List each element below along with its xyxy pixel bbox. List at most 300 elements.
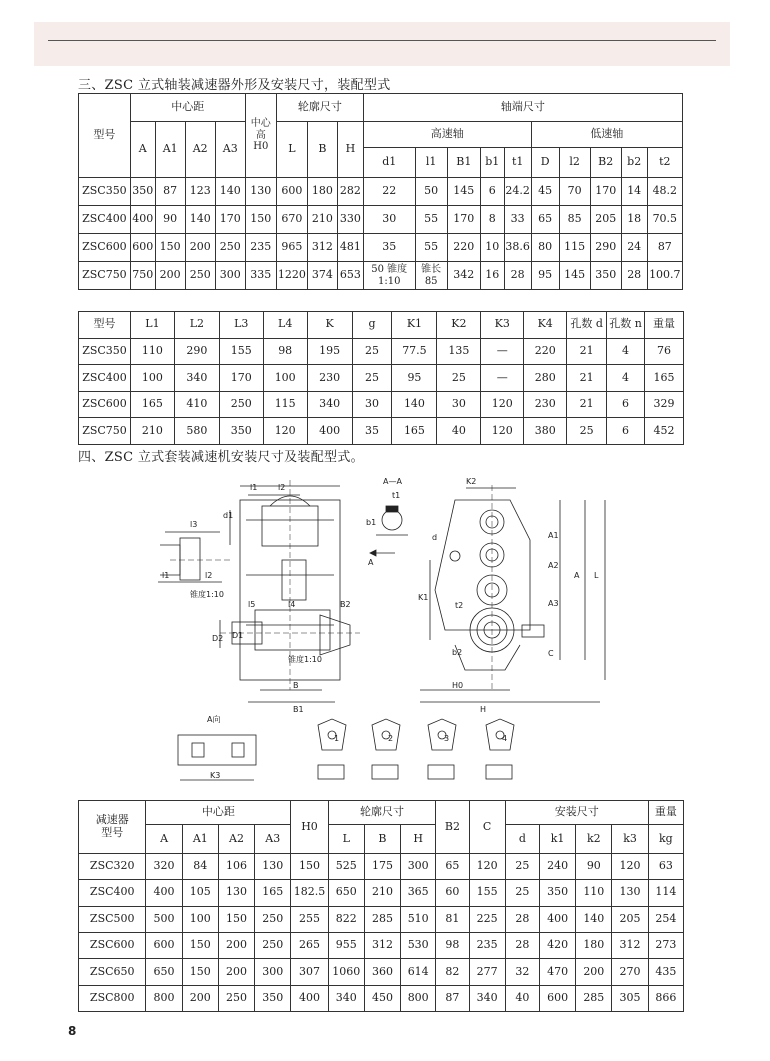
t3-cell: 265 bbox=[291, 932, 328, 958]
t1-cell: ZSC350 bbox=[79, 178, 131, 206]
t1-cell: 965 bbox=[276, 234, 307, 262]
t2-cell: 340 bbox=[307, 391, 352, 418]
t2-cell: 290 bbox=[174, 338, 219, 365]
label-taper-2: 锥度1:10 bbox=[288, 655, 322, 664]
t1-cell: 600 bbox=[276, 178, 307, 206]
center-height-header: 中心 高 H0 bbox=[245, 94, 276, 178]
t2-cell: ZSC750 bbox=[79, 418, 131, 445]
t3-col-k3: k3 bbox=[612, 825, 648, 853]
t3-cell: 120 bbox=[469, 853, 505, 879]
t3-cell: 300 bbox=[255, 959, 291, 985]
label-view-a: A向 bbox=[207, 715, 221, 724]
t3-cell: 140 bbox=[576, 906, 612, 932]
t3-row bbox=[79, 932, 684, 958]
t2-header-cell: 孔数 d bbox=[567, 312, 607, 339]
t1-cell: 1220 bbox=[276, 262, 307, 290]
t3-cell: 63 bbox=[648, 853, 683, 879]
t1-cell: 14 bbox=[621, 178, 647, 206]
t1-cell: 400 bbox=[130, 206, 155, 234]
t3-cell: 254 bbox=[648, 906, 683, 932]
t3-cell: 340 bbox=[328, 985, 364, 1011]
t3-cell: 420 bbox=[539, 932, 575, 958]
t3-cell: 200 bbox=[182, 985, 218, 1011]
t1-cell: 342 bbox=[447, 262, 480, 290]
t3-cell: 285 bbox=[364, 906, 400, 932]
t3-cell: 114 bbox=[648, 880, 683, 906]
t3-cell: 81 bbox=[436, 906, 469, 932]
t2-cell: ZSC600 bbox=[79, 391, 131, 418]
t1-cell: 70.5 bbox=[647, 206, 682, 234]
label-d1: d1 bbox=[223, 511, 234, 520]
col-l1: l1 bbox=[415, 148, 447, 178]
t2-cell: 135 bbox=[437, 338, 481, 365]
section-aa-circle bbox=[382, 510, 402, 530]
t3-cell: 130 bbox=[255, 853, 291, 879]
col-d1: d1 bbox=[363, 148, 415, 178]
col-L: L bbox=[276, 122, 307, 178]
view-arrow-icon bbox=[370, 550, 376, 556]
t2-header-cell: K2 bbox=[437, 312, 481, 339]
label-K2: K2 bbox=[466, 477, 477, 486]
t1-cell: 123 bbox=[185, 178, 215, 206]
t3-cell: 250 bbox=[218, 985, 254, 1011]
t3-cell: 800 bbox=[401, 985, 436, 1011]
t2-cell: 230 bbox=[524, 391, 567, 418]
label-K1: K1 bbox=[418, 593, 429, 602]
t1-cell: 300 bbox=[215, 262, 245, 290]
t1-cell: 335 bbox=[245, 262, 276, 290]
t1-cell: 38.6 bbox=[504, 234, 531, 262]
t3-cell: 800 bbox=[146, 985, 182, 1011]
t2-cell: 4 bbox=[607, 365, 645, 392]
t1-cell: 16 bbox=[480, 262, 504, 290]
t3-center-distance-header: 中心距 bbox=[146, 801, 291, 825]
t1-cell: 481 bbox=[337, 234, 363, 262]
label-H: H bbox=[480, 705, 487, 714]
label-b1: b1 bbox=[366, 518, 377, 527]
t1-cell: 18 bbox=[621, 206, 647, 234]
t2-header-cell: L1 bbox=[130, 312, 174, 339]
label-H0: H0 bbox=[452, 681, 464, 690]
t2-cell: 280 bbox=[524, 365, 567, 392]
t1-cell: 锥长 85 bbox=[415, 262, 447, 290]
t2-header-cell: 型号 bbox=[79, 312, 131, 339]
t3-cell: 614 bbox=[401, 959, 436, 985]
col-t2: t2 bbox=[647, 148, 682, 178]
t1-cell: 90 bbox=[155, 206, 185, 234]
t2-cell: 120 bbox=[263, 418, 307, 445]
t3-cell: 87 bbox=[436, 985, 469, 1011]
label-l1: l1 bbox=[162, 571, 170, 580]
t1-cell: 170 bbox=[447, 206, 480, 234]
t1-cell: 24.2 bbox=[504, 178, 531, 206]
assembly-variant-3 bbox=[428, 719, 456, 779]
label-d: d bbox=[432, 533, 438, 542]
t3-cell: ZSC650 bbox=[79, 959, 146, 985]
t3-cell: 84 bbox=[182, 853, 218, 879]
t2-cell: 21 bbox=[567, 338, 607, 365]
t3-cell: 400 bbox=[291, 985, 328, 1011]
label-top-l1: l1 bbox=[250, 483, 258, 492]
t3-c-header: C bbox=[469, 801, 505, 854]
t3-cell: 350 bbox=[539, 880, 575, 906]
t1-cell: 290 bbox=[590, 234, 621, 262]
label-asm-4: 4 bbox=[502, 734, 508, 743]
t1-cell: 10 bbox=[480, 234, 504, 262]
t3-cell: 955 bbox=[328, 932, 364, 958]
t1-cell: ZSC400 bbox=[79, 206, 131, 234]
section3-title: 三、ZSC 立式轴装减速器外形及安装尺寸，装配型式 bbox=[78, 78, 391, 93]
t3-cell: 60 bbox=[436, 880, 469, 906]
t3-cell: 40 bbox=[505, 985, 539, 1011]
t3-cell: 450 bbox=[364, 985, 400, 1011]
t2-cell: 452 bbox=[644, 418, 683, 445]
t2-cell: 6 bbox=[607, 418, 645, 445]
t1-cell: 8 bbox=[480, 206, 504, 234]
t3-cell: 240 bbox=[539, 853, 575, 879]
label-A2: A2 bbox=[548, 561, 559, 570]
t1-cell: 24 bbox=[621, 234, 647, 262]
t1-cell: 70 bbox=[559, 178, 590, 206]
t3-cell: 210 bbox=[364, 880, 400, 906]
col-b1: b1 bbox=[480, 148, 504, 178]
t2-header-cell: 重量 bbox=[644, 312, 683, 339]
t3-cell: ZSC400 bbox=[79, 880, 146, 906]
t2-cell: 230 bbox=[307, 365, 352, 392]
t3-outline-header: 轮廓尺寸 bbox=[328, 801, 436, 825]
col-B1: B1 bbox=[447, 148, 480, 178]
t1-cell: 145 bbox=[559, 262, 590, 290]
t3-cell: 28 bbox=[505, 932, 539, 958]
label-asm-3: 3 bbox=[444, 734, 450, 743]
t2-cell: 140 bbox=[392, 391, 437, 418]
t3-cell: 25 bbox=[505, 853, 539, 879]
t3-cell: 1060 bbox=[328, 959, 364, 985]
t3-cell: 650 bbox=[146, 959, 182, 985]
t3-cell: 200 bbox=[576, 959, 612, 985]
label-l5: l5 bbox=[248, 600, 256, 609]
t1-cell: 145 bbox=[447, 178, 480, 206]
t1-cell: 250 bbox=[215, 234, 245, 262]
t1-cell: 330 bbox=[337, 206, 363, 234]
t1-cell: 28 bbox=[621, 262, 647, 290]
t3-cell: 340 bbox=[469, 985, 505, 1011]
t1-cell: 600 bbox=[130, 234, 155, 262]
label-D2: D2 bbox=[212, 634, 224, 643]
t1-cell: 350 bbox=[590, 262, 621, 290]
t2-cell: 165 bbox=[644, 365, 683, 392]
label-l4: l4 bbox=[288, 600, 296, 609]
t2-header-cell: K1 bbox=[392, 312, 437, 339]
t1-cell: 210 bbox=[307, 206, 337, 234]
label-C: C bbox=[548, 649, 554, 658]
t2-header-cell: g bbox=[352, 312, 392, 339]
t1-cell: 200 bbox=[185, 234, 215, 262]
t3-cell: 435 bbox=[648, 959, 683, 985]
t3-cell: 106 bbox=[218, 853, 254, 879]
t2-header-cell: K3 bbox=[481, 312, 524, 339]
t3-cell: 500 bbox=[146, 906, 182, 932]
t1-cell: 28 bbox=[504, 262, 531, 290]
t2-cell: — bbox=[481, 365, 524, 392]
t2-cell: 165 bbox=[130, 391, 174, 418]
t2-cell: 30 bbox=[352, 391, 392, 418]
t3-cell: 110 bbox=[576, 880, 612, 906]
label-L: L bbox=[594, 571, 599, 580]
t1-cell: 48.2 bbox=[647, 178, 682, 206]
t1-cell: 55 bbox=[415, 206, 447, 234]
t2-cell: 6 bbox=[607, 391, 645, 418]
t2-cell: 95 bbox=[392, 365, 437, 392]
high-speed-header: 高速轴 bbox=[363, 122, 531, 148]
t2-cell: 400 bbox=[307, 418, 352, 445]
t2-cell: 120 bbox=[481, 391, 524, 418]
t1-cell: ZSC600 bbox=[79, 234, 131, 262]
assembly-variant-4 bbox=[486, 719, 514, 779]
t3-col-A: A bbox=[146, 825, 182, 853]
t3-col-A3: A3 bbox=[255, 825, 291, 853]
t3-cell: 530 bbox=[401, 932, 436, 958]
t3-cell: 200 bbox=[218, 959, 254, 985]
t3-cell: 277 bbox=[469, 959, 505, 985]
t3-cell: 400 bbox=[539, 906, 575, 932]
t3-cell: 205 bbox=[612, 906, 648, 932]
col-A3: A3 bbox=[215, 122, 245, 178]
t3-cell: 182.5 bbox=[291, 880, 328, 906]
label-arrow-a: A bbox=[368, 558, 374, 567]
t2-cell: ZSC400 bbox=[79, 365, 131, 392]
t1-cell: 235 bbox=[245, 234, 276, 262]
t1-cell: 22 bbox=[363, 178, 415, 206]
t3-cell: 300 bbox=[401, 853, 436, 879]
t3-cell: 120 bbox=[612, 853, 648, 879]
t1-cell: 35 bbox=[363, 234, 415, 262]
t3-cell: 130 bbox=[218, 880, 254, 906]
t1-cell: 87 bbox=[155, 178, 185, 206]
t2-cell: 40 bbox=[437, 418, 481, 445]
t3-row bbox=[79, 880, 684, 906]
t3-row bbox=[79, 959, 684, 985]
taper-sleeve bbox=[320, 615, 350, 655]
t1-cell: 220 bbox=[447, 234, 480, 262]
col-B: B bbox=[307, 122, 337, 178]
t3-cell: 255 bbox=[291, 906, 328, 932]
t1-cell: 374 bbox=[307, 262, 337, 290]
t1-cell: 140 bbox=[185, 206, 215, 234]
t3-cell: 600 bbox=[539, 985, 575, 1011]
t2-cell: 350 bbox=[219, 418, 263, 445]
t1-cell: 140 bbox=[215, 178, 245, 206]
t1-cell: 87 bbox=[647, 234, 682, 262]
t3-cell: 312 bbox=[364, 932, 400, 958]
t3-row bbox=[79, 985, 684, 1011]
t2-cell: 410 bbox=[174, 391, 219, 418]
assembly-variant-2 bbox=[372, 719, 400, 779]
col-B2: B2 bbox=[590, 148, 621, 178]
t2-cell: 170 bbox=[219, 365, 263, 392]
t2-cell: 115 bbox=[263, 391, 307, 418]
shaft-end-header: 轴端尺寸 bbox=[363, 94, 682, 122]
t1-cell: 312 bbox=[307, 234, 337, 262]
label-t1: t1 bbox=[392, 491, 401, 500]
label-D1: D1 bbox=[232, 631, 244, 640]
t3-cell: 307 bbox=[291, 959, 328, 985]
t1-cell: 100.7 bbox=[647, 262, 682, 290]
t3-cell: 25 bbox=[505, 880, 539, 906]
t2-cell: 165 bbox=[392, 418, 437, 445]
sleeve-mount-dimensions-table bbox=[78, 800, 684, 1012]
t2-cell: 580 bbox=[174, 418, 219, 445]
t3-cell: 175 bbox=[364, 853, 400, 879]
t3-cell: 822 bbox=[328, 906, 364, 932]
label-t2: t2 bbox=[455, 601, 464, 610]
t2-cell: — bbox=[481, 338, 524, 365]
t2-cell: 21 bbox=[567, 391, 607, 418]
t3-cell: 470 bbox=[539, 959, 575, 985]
label-top-l2: l2 bbox=[278, 483, 286, 492]
label-A: A bbox=[574, 571, 580, 580]
t1-cell: 45 bbox=[531, 178, 559, 206]
t3-cell: 312 bbox=[612, 932, 648, 958]
t3-cell: 150 bbox=[218, 906, 254, 932]
col-A: A bbox=[130, 122, 155, 178]
t3-cell: 98 bbox=[436, 932, 469, 958]
t3-cell: 400 bbox=[146, 880, 182, 906]
t3-row bbox=[79, 853, 684, 879]
t3-cell: 273 bbox=[648, 932, 683, 958]
t3-cell: 510 bbox=[401, 906, 436, 932]
t3-col-d: d bbox=[505, 825, 539, 853]
t2-cell: 250 bbox=[219, 391, 263, 418]
label-l3: l3 bbox=[190, 520, 198, 529]
t3-cell: 600 bbox=[146, 932, 182, 958]
col-t1: t1 bbox=[504, 148, 531, 178]
t2-cell: 120 bbox=[481, 418, 524, 445]
t1-cell: 170 bbox=[215, 206, 245, 234]
t1-cell: 115 bbox=[559, 234, 590, 262]
label-A3: A3 bbox=[548, 599, 559, 608]
t2-cell: 98 bbox=[263, 338, 307, 365]
t1-cell: 65 bbox=[531, 206, 559, 234]
t3-cell: 82 bbox=[436, 959, 469, 985]
t3-col-H: H bbox=[401, 825, 436, 853]
t1-cell: 30 bbox=[363, 206, 415, 234]
t3-col-A1: A1 bbox=[182, 825, 218, 853]
t2-cell: 30 bbox=[437, 391, 481, 418]
t1-cell: 653 bbox=[337, 262, 363, 290]
t2-cell: 340 bbox=[174, 365, 219, 392]
t1-cell: 50 锥度 1:10 bbox=[363, 262, 415, 290]
t3-cell: 250 bbox=[255, 932, 291, 958]
label-asm-2: 2 bbox=[388, 734, 394, 743]
t2-header-cell: L2 bbox=[174, 312, 219, 339]
t1-cell: 200 bbox=[155, 262, 185, 290]
t3-col-B: B bbox=[364, 825, 400, 853]
t3-cell: 360 bbox=[364, 959, 400, 985]
t3-cell: ZSC500 bbox=[79, 906, 146, 932]
t3-model-header: 减速器 型号 bbox=[79, 801, 146, 854]
label-B1: B1 bbox=[293, 705, 304, 714]
t2-header-cell: 孔数 n bbox=[607, 312, 645, 339]
t2-cell: ZSC350 bbox=[79, 338, 131, 365]
t2-header-cell: L4 bbox=[263, 312, 307, 339]
t2-cell: 76 bbox=[644, 338, 683, 365]
t1-cell: 180 bbox=[307, 178, 337, 206]
t2-cell: 100 bbox=[130, 365, 174, 392]
t3-cell: ZSC600 bbox=[79, 932, 146, 958]
t1-cell: ZSC750 bbox=[79, 262, 131, 290]
t3-cell: 165 bbox=[255, 880, 291, 906]
t2-header-cell: K bbox=[307, 312, 352, 339]
t3-cell: 150 bbox=[182, 932, 218, 958]
t2-cell: 25 bbox=[352, 338, 392, 365]
t3-col-A2: A2 bbox=[218, 825, 254, 853]
t3-cell: 866 bbox=[648, 985, 683, 1011]
col-A1: A1 bbox=[155, 122, 185, 178]
label-B2: B2 bbox=[340, 600, 351, 609]
t1-cell: 250 bbox=[185, 262, 215, 290]
t1-cell: 6 bbox=[480, 178, 504, 206]
page-number: 8 bbox=[68, 1024, 77, 1038]
t3-cell: ZSC800 bbox=[79, 985, 146, 1011]
t1-cell: 282 bbox=[337, 178, 363, 206]
t1-cell: 130 bbox=[245, 178, 276, 206]
col-l2: l2 bbox=[559, 148, 590, 178]
t3-cell: 180 bbox=[576, 932, 612, 958]
t1-cell: 150 bbox=[245, 206, 276, 234]
label-b2: b2 bbox=[452, 648, 463, 657]
t3-b2-header: B2 bbox=[436, 801, 469, 854]
t3-cell: 650 bbox=[328, 880, 364, 906]
t3-col-kg: kg bbox=[648, 825, 683, 853]
t2-cell: 4 bbox=[607, 338, 645, 365]
t1-cell: 670 bbox=[276, 206, 307, 234]
t1-cell: 80 bbox=[531, 234, 559, 262]
t2-cell: 329 bbox=[644, 391, 683, 418]
t3-cell: 250 bbox=[255, 906, 291, 932]
t3-cell: 200 bbox=[218, 932, 254, 958]
t1-cell: 750 bbox=[130, 262, 155, 290]
col-A2: A2 bbox=[185, 122, 215, 178]
t3-col-L: L bbox=[328, 825, 364, 853]
t3-cell: 150 bbox=[182, 959, 218, 985]
t3-cell: 155 bbox=[469, 880, 505, 906]
t3-cell: 100 bbox=[182, 906, 218, 932]
label-taper-1: 锥度1:10 bbox=[190, 590, 224, 599]
assembly-variant-1 bbox=[318, 719, 346, 779]
t2-cell: 210 bbox=[130, 418, 174, 445]
t2-cell: 380 bbox=[524, 418, 567, 445]
t2-cell: 77.5 bbox=[392, 338, 437, 365]
t3-row bbox=[79, 906, 684, 932]
t1-cell: 150 bbox=[155, 234, 185, 262]
t1-cell: 350 bbox=[130, 178, 155, 206]
t3-cell: ZSC320 bbox=[79, 853, 146, 879]
t1-cell: 55 bbox=[415, 234, 447, 262]
label-asm-1: 1 bbox=[334, 734, 340, 743]
t3-cell: 365 bbox=[401, 880, 436, 906]
label-section-aa: A—A bbox=[383, 477, 402, 486]
t3-cell: 32 bbox=[505, 959, 539, 985]
t3-cell: 90 bbox=[576, 853, 612, 879]
t3-install-header: 安装尺寸 bbox=[505, 801, 648, 825]
t3-cell: 130 bbox=[612, 880, 648, 906]
t3-cell: 525 bbox=[328, 853, 364, 879]
t3-cell: 150 bbox=[291, 853, 328, 879]
section4-title: 四、ZSC 立式套装减速机安装尺寸及装配型式。 bbox=[78, 450, 364, 465]
t2-cell: 25 bbox=[567, 418, 607, 445]
t3-cell: 270 bbox=[612, 959, 648, 985]
